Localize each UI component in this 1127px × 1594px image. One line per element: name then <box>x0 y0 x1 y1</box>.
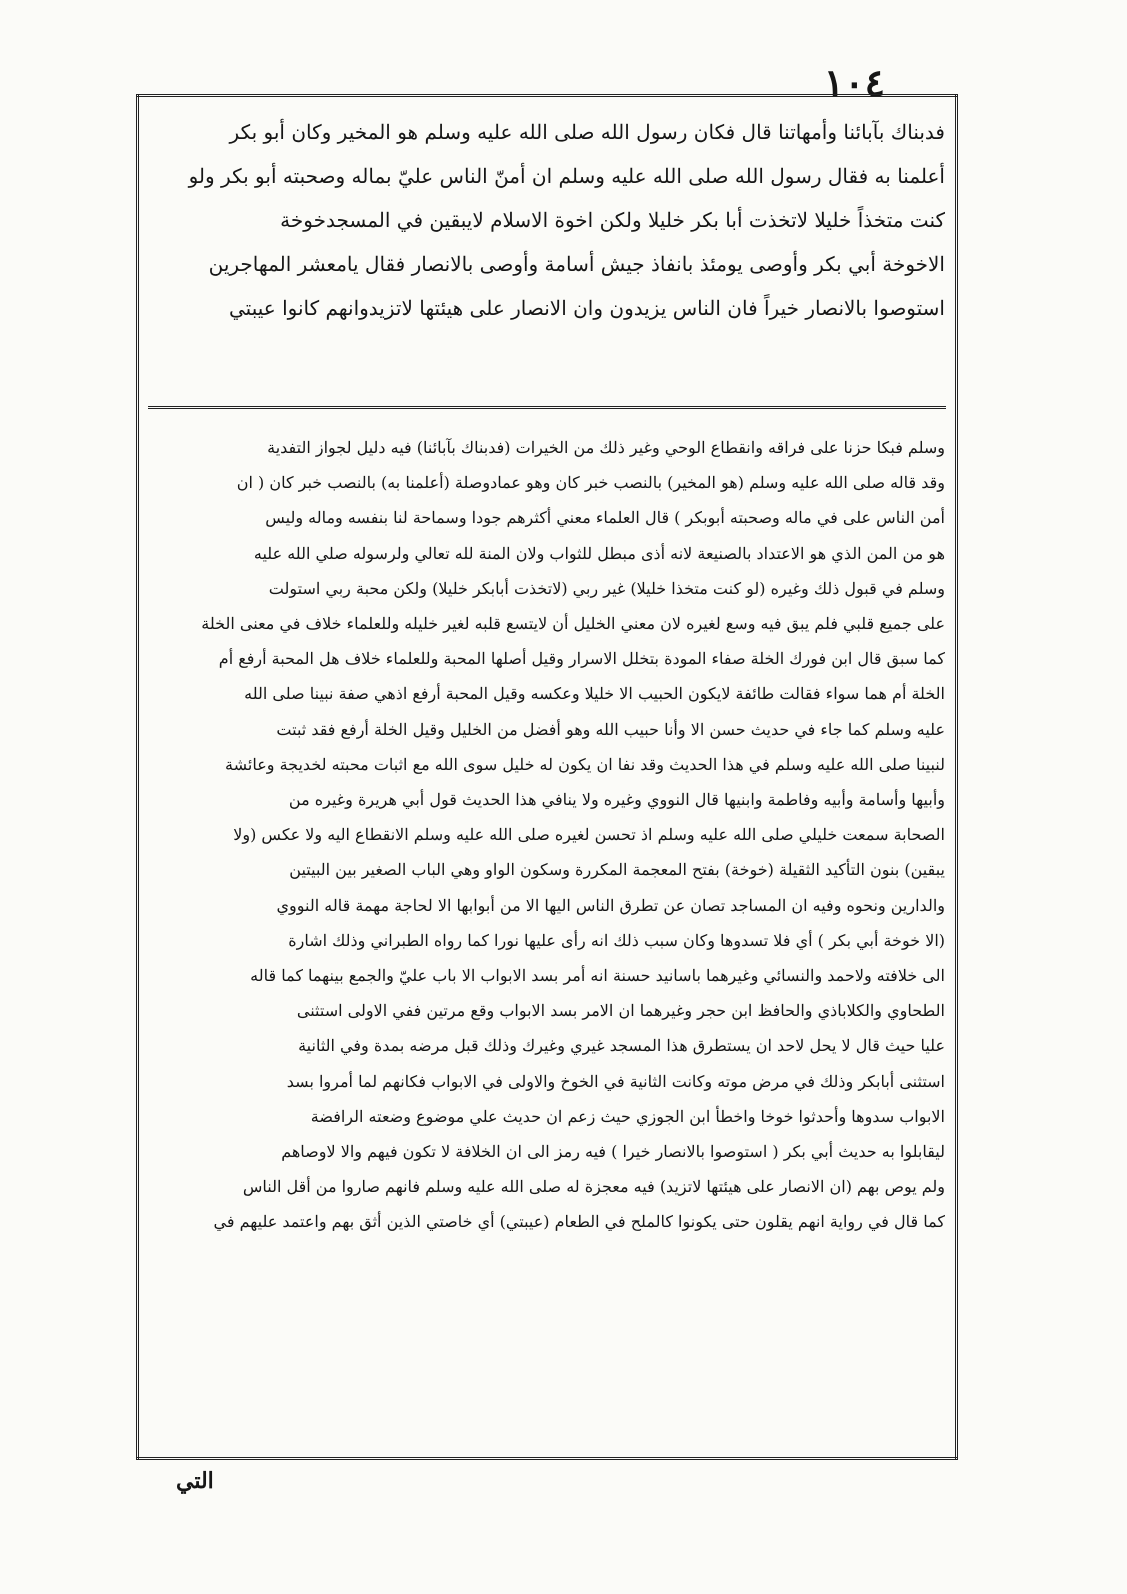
commentary-line: وأبيها وأسامة وأبيه وفاطمة وابنيها قال النووي وغيره ولا ينافي هذا الحديث قول أبي هريرة وغيره من <box>288 790 945 810</box>
main-text-line: كنت متخذاً خليلا لاتخذت أبا بكر خليلا ولكن اخوة الاسلام لايبقين في المسجدخوخة <box>280 208 945 232</box>
commentary-line: الصحابة سمعت خليلي صلى الله عليه وسلم اذ تحسن لغيره صلى الله عليه وسلم الانقطاع اليه ولا عكس (ولا <box>233 825 945 845</box>
commentary-line: هو من المن الذي هو الاعتداد بالصنيعة لانه أذى مبطل للثواب ولان المنة لله تعالي ولرسوله صلي الله عليه <box>253 543 945 563</box>
commentary-line: عليه وسلم كما جاء في حديث حسن الا وأنا حبيب الله وهو أفضل من الخليل وقيل الخلة أرفع فقد ثبتت <box>276 719 945 739</box>
frame-right-rule <box>955 94 958 1460</box>
commentary-line: وسلم فبكا حزنا على فراقه وانقطاع الوحي وغير ذلك من الخيرات (فدبناك بآبائنا) فيه دليل لجواز التفدية <box>267 438 945 457</box>
commentary-line: كما قال في رواية انهم يقلون حتى يكونوا كالملح في الطعام (عيبتي) أي خاصتي الذين أثق بهم واعتمد عليهم في <box>213 1212 945 1232</box>
commentary-line: الطحاوي والكلاباذي والحافظ ابن حجر وغيرهما ان الامر بسد الابواب وقع مرتين ففي الاولى استثنى <box>296 1001 945 1021</box>
commentary-line: كما سبق قال ابن فورك الخلة صفاء المودة بتخلل الاسرار وقيل أصلها المحبة وللعلماء خلاف هل المحبة أرفع أم <box>218 649 945 669</box>
commentary-line: عليا حيث قال لا يحل لاحد ان يستطرق هذا المسجد غيري وغيرك وذلك قبل مرضه بمدة وفي الثانية <box>298 1036 945 1056</box>
commentary-line: (الا خوخة أبي بكر ) أي فلا تسدوها وكان سبب ذلك انه رأى عليها نورا كما رواه الطبراني وذلك اشارة <box>288 930 945 950</box>
commentary-line: لنبينا صلى الله عليه وسلم في هذا الحديث وقد نفا ان يكون له خليل سوى الله مع اثبات محبته لخديجة وعائشة <box>225 754 945 774</box>
commentary-line: على جميع قلبي فلم يبق فيه وسع لغيره لان معني الخليل أن لايتسع قلبه لغير خليله وللعلماء خلاف في معنى الخلة <box>201 614 945 634</box>
commentary-line: يبقين) بنون التأكيد الثقيلة (خوخة) بفتح المعجمة المكررة وسكون الواو وهي الباب الصغير بين البيتين <box>289 860 945 880</box>
commentary-line: أمن الناس على في ماله وصحبته أبوبكر ) قال العلماء معني أكثرهم جودا وسماحة لنا بنفسه وماله وليس <box>265 508 945 528</box>
main-text-line: أعلمنا به فقال رسول الله صلى الله عليه وسلم ان أمنّ الناس عليّ بماله وصحبته أبو بكر ولو <box>188 164 945 188</box>
section-separator <box>148 406 946 412</box>
commentary-line: ليقابلوا به حديث أبي بكر ( استوصوا بالانصار خيرا ) فيه رمز الى ان الخلافة لا تكون فيهم والا لاوصاهم <box>281 1142 945 1162</box>
commentary-text <box>150 430 945 1440</box>
main-text-line: استوصوا بالانصار خيراً فان الناس يزيدون وان الانصار على هيئتها لاتزيدوانهم كانوا عيبتي <box>229 296 945 320</box>
commentary-line: وقد قاله صلى الله عليه وسلم (هو المخير) بالنصب خبر كان وهو عمادوصلة (أعلمنا به) بالنصب خبر كان ( ان <box>236 473 945 493</box>
frame-left-rule <box>136 94 139 1460</box>
main-text <box>150 110 945 400</box>
commentary-line: استثنى أبابكر وذلك في مرض موته وكانت الثانية في الخوخ والاولى في الابواب فكانهم لما أمروا بسد <box>286 1071 945 1091</box>
commentary-line: والدارين ونحوه وفيه ان المساجد تصان عن تطرق الناس اليها الا من أبوابها الا لحاجة مهمة قاله النووي <box>276 895 945 915</box>
commentary-line: الابواب سدوها وأحدثوا خوخا واخطأ ابن الجوزي حيث زعم ان حديث علي موضوع وضعته الرافضة <box>310 1106 945 1126</box>
page-number: ١٠٤ <box>823 60 885 105</box>
main-text-line: الاخوخة أبي بكر وأوصى يومئذ بانفاذ جيش أسامة وأوصى بالانصار فقال يامعشر المهاجرين <box>208 252 945 276</box>
commentary-line: وسلم في قبول ذلك وغيره (لو كنت متخذا خليلا) غير ربي (لاتخذت أبابكر خليلا) ولكن محبة ربي استولت <box>268 578 945 598</box>
commentary-line: ولم يوص بهم (ان الانصار على هيئتها لاتزيد) فيه معجزة له صلى الله عليه وسلم فانهم صاروا من أقل الناس <box>242 1177 945 1197</box>
commentary-line: الخلة أم هما سواء فقالت طائفة لايكون الحبيب الا خليلا وعكسه وقيل المحبة أرفع اذهي صفة نبينا صلى الله <box>244 684 945 704</box>
catchword: التي <box>176 1468 214 1494</box>
commentary-line: الى خلافته ولاحمد والنسائي وغيرهما باسانيد حسنة انه أمر بسد الابواب الا باب عليّ والجمع بينهما كما قاله <box>250 966 945 986</box>
main-text-line: فدبناك بآبائنا وأمهاتنا قال فكان رسول الله صلى الله عليه وسلم هو المخير وكان أبو بكر <box>229 120 945 144</box>
